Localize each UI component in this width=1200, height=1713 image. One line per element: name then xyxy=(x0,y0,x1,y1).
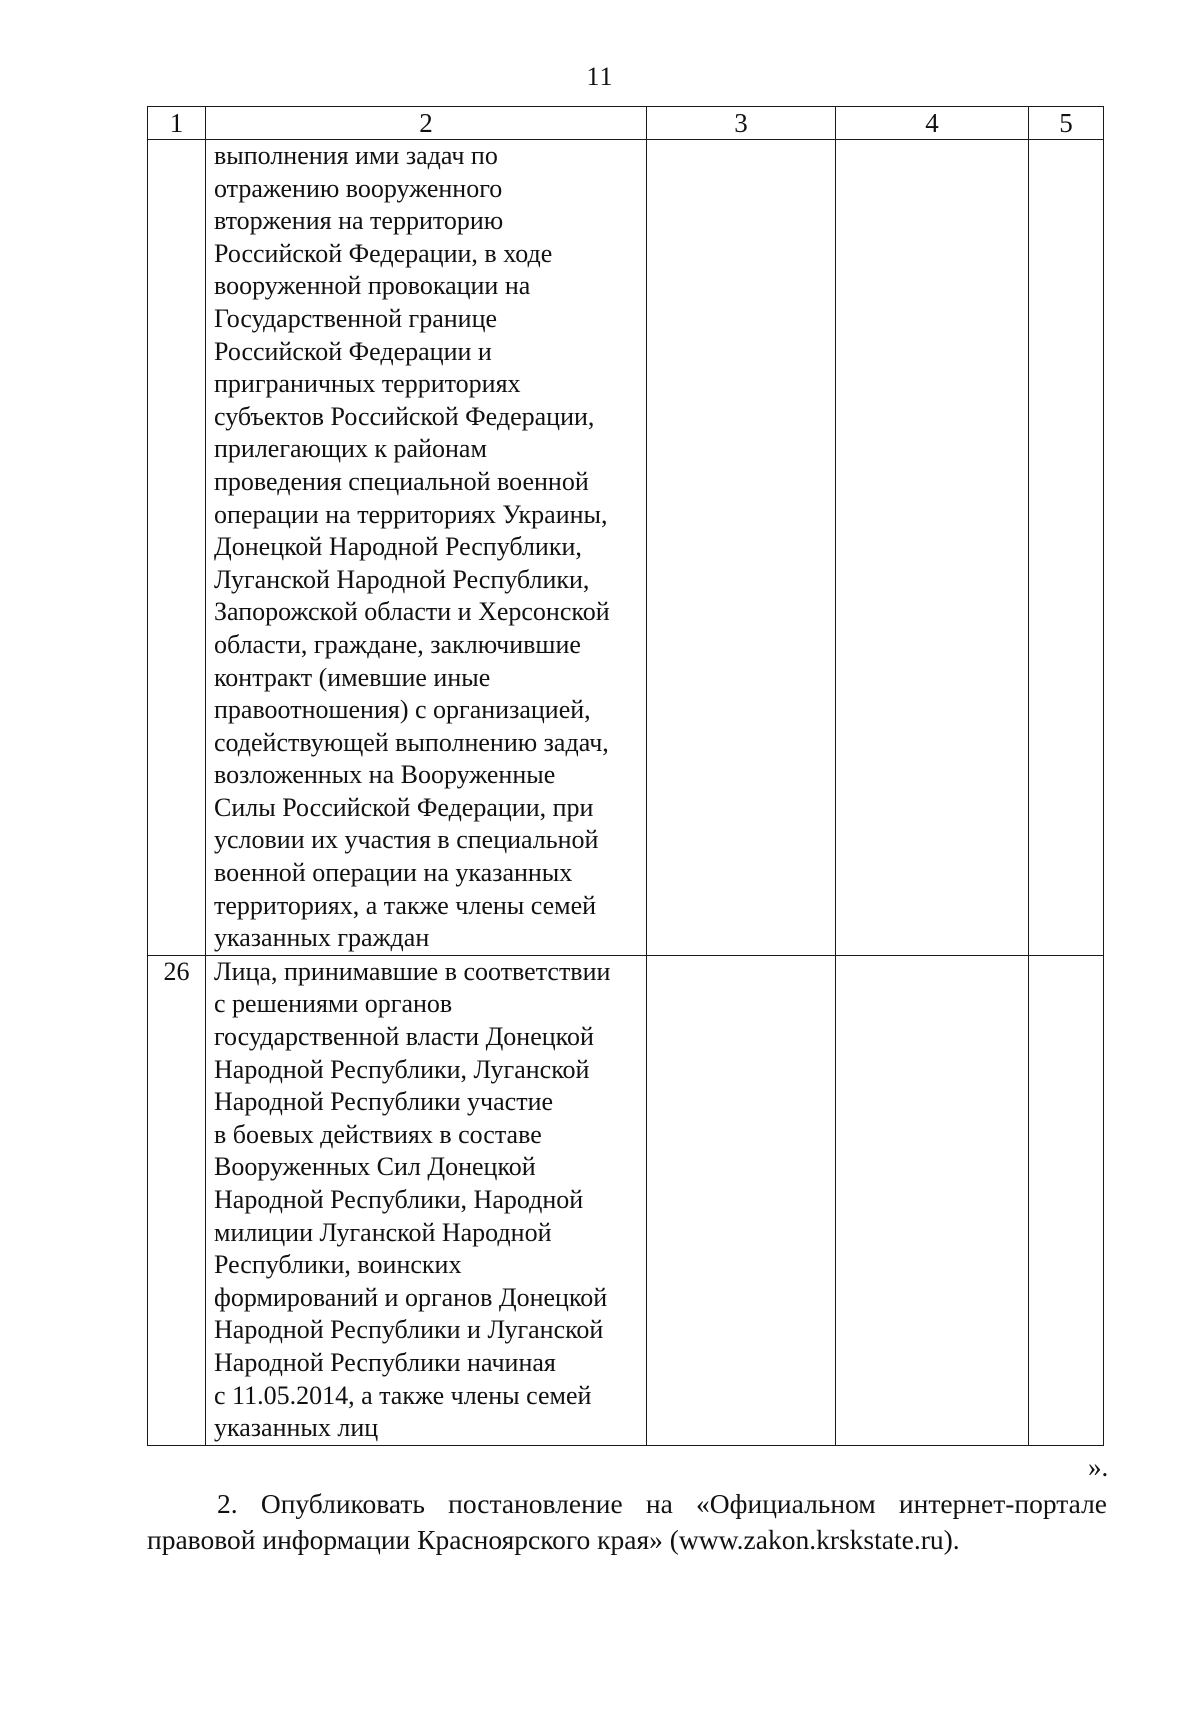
text-line: Народной Республики, Луганской xyxy=(214,1054,590,1084)
row-number-cell: 26 xyxy=(148,955,206,1445)
text-line: государственной власти Донецкой xyxy=(214,1022,594,1052)
text-line: области, граждане, заключившие xyxy=(214,629,581,659)
row-cell-4 xyxy=(836,955,1029,1445)
header-cell-1: 1 xyxy=(148,107,206,140)
row-text xyxy=(206,956,646,1445)
text-line: Народной Республики и Луганской xyxy=(214,1315,604,1345)
text-line: Лица, принимавшие в соответствии xyxy=(214,956,611,986)
text-line: субъектов Российской Федерации, xyxy=(214,401,595,431)
text-line: отражению вооруженного xyxy=(214,173,503,203)
table-row xyxy=(148,140,1104,956)
text-line: контракт (имевшие иные xyxy=(214,662,491,692)
text-line: приграничных территориях xyxy=(214,369,521,399)
text-line: содействующей выполнению задач, xyxy=(214,727,609,757)
text-line: Луганской Народной Республики, xyxy=(214,564,590,594)
text-line: возложенных на Вооруженные xyxy=(214,760,556,790)
publication-paragraph xyxy=(147,1486,1107,1558)
text-line: формирований и органов Донецкой xyxy=(214,1282,608,1312)
text-line: Народной Республики участие xyxy=(214,1087,554,1117)
text-line: в боевых действиях в составе xyxy=(214,1119,542,1149)
table-header-row xyxy=(148,107,1104,140)
row-cell-3 xyxy=(647,140,836,956)
text-line: операции на территориях Украины, xyxy=(214,499,608,529)
text-line: Республики, воинских xyxy=(214,1250,462,1280)
text-line: с 11.05.2014, а также члены семей xyxy=(214,1380,592,1410)
text-line: Силы Российской Федерации, при xyxy=(214,792,594,822)
text-line: условии их участия в специальной xyxy=(214,825,599,855)
closing-quote: ». xyxy=(1088,1452,1109,1482)
text-line: Вооруженных Сил Донецкой xyxy=(214,1152,536,1182)
row-cell-3 xyxy=(647,955,836,1445)
paragraph-line-1: 2. Опубликовать постановление на «Официальном интернет-портале xyxy=(217,1488,1107,1519)
table-row xyxy=(148,955,1104,1445)
header-cell-2: 2 xyxy=(206,107,647,140)
text-line: Донецкой Народной Республики, xyxy=(214,532,582,562)
row-text xyxy=(206,140,646,955)
text-line: военной операции на указанных xyxy=(214,858,573,888)
text-line: прилегающих к районам xyxy=(214,434,487,464)
text-line: вторжения на территорию xyxy=(214,206,504,236)
row-text-cell xyxy=(206,955,647,1445)
text-line: милиции Луганской Народной xyxy=(214,1217,552,1247)
text-line: правоотношения) с организацией, xyxy=(214,695,591,725)
text-line: с решениями органов xyxy=(214,989,453,1019)
text-line: указанных граждан xyxy=(214,923,430,953)
row-cell-5 xyxy=(1029,140,1104,956)
row-text-cell xyxy=(206,140,647,956)
text-line: Запорожской области и Херсонской xyxy=(214,597,610,627)
header-cell-5: 5 xyxy=(1029,107,1104,140)
text-line: проведения специальной военной xyxy=(214,466,589,496)
row-cell-4 xyxy=(836,140,1029,956)
paragraph-line-2: правовой информации Красноярского края» (www.zakon.krskstate.ru). xyxy=(147,1524,960,1555)
text-line: Российской Федерации, в ходе xyxy=(214,238,553,268)
text-line: Российской Федерации и xyxy=(214,336,492,366)
text-line: указанных лиц xyxy=(214,1413,379,1443)
row-cell-5 xyxy=(1029,955,1104,1445)
text-line: выполнения ими задач по xyxy=(214,141,498,170)
text-line: Народной Республики начиная xyxy=(214,1347,556,1377)
header-cell-3: 3 xyxy=(647,107,836,140)
row-number-cell xyxy=(148,140,206,956)
header-cell-4: 4 xyxy=(836,107,1029,140)
text-line: территориях, а также члены семей xyxy=(214,890,597,920)
text-line: вооруженной провокации на xyxy=(214,271,531,301)
text-line: Народной Республики, Народной xyxy=(214,1185,584,1214)
page-number: 11 xyxy=(586,62,614,91)
text-line: Государственной границе xyxy=(214,303,498,333)
document-table xyxy=(147,106,1104,1446)
